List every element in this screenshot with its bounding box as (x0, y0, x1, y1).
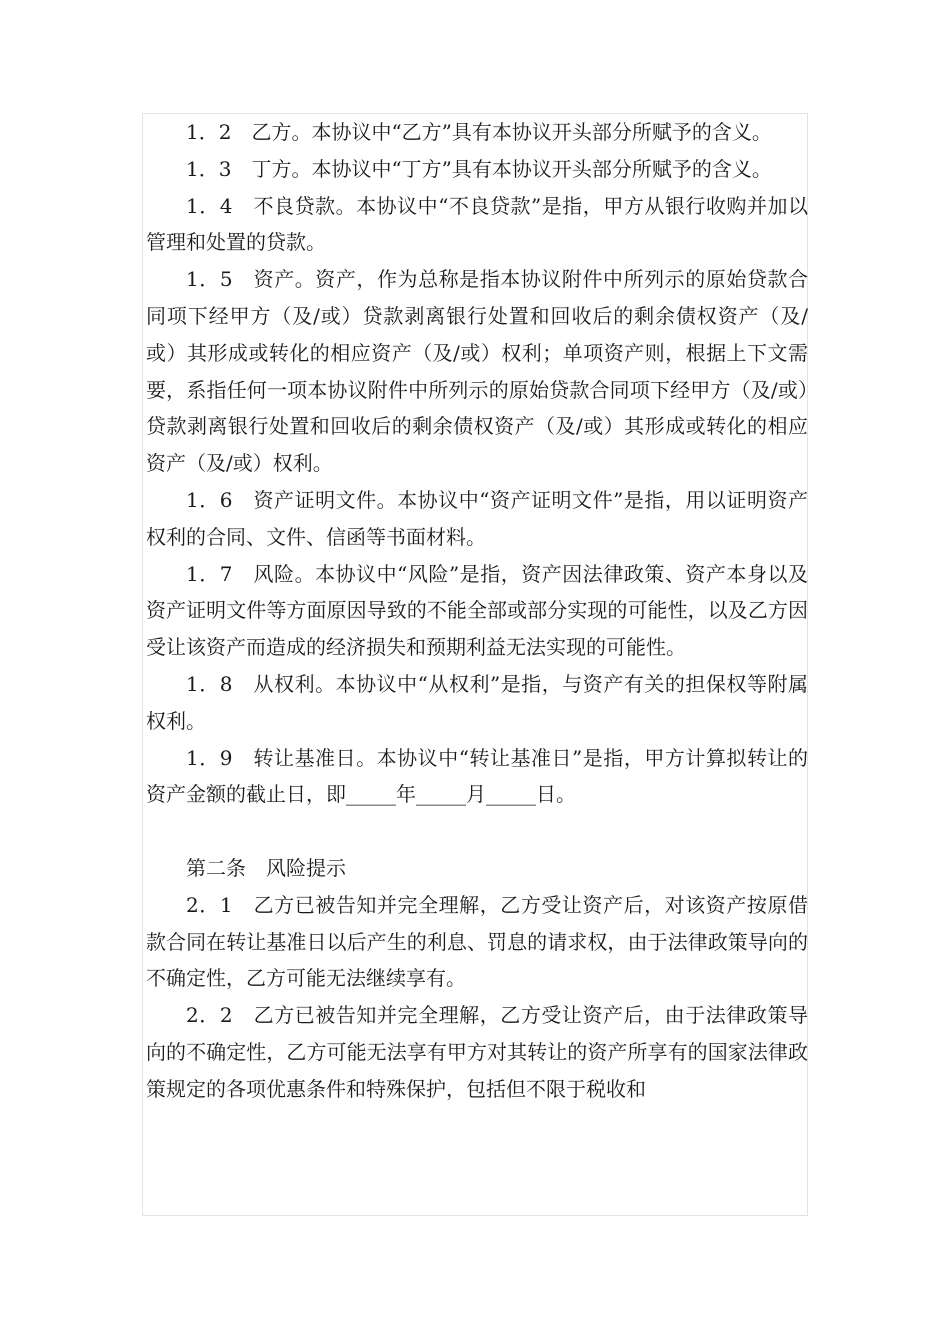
clause-1-8: 1．8 从权利。本协议中“从权利”是指，与资产有关的担保权等附属权利。 (146, 671, 808, 733)
clause-1-6: 1．6 资产证明文件。本协议中“资产证明文件”是指，用以证明资产权利的合同、文件、信函等书面材料。 (146, 487, 808, 549)
clause-1-7: 1．7 风险。本协议中“风险”是指，资产因法律政策、资产本身以及资产证明文件等方面原因导致的不能全部或部分实现的可能性，以及乙方因受让该资产而造成的经济损失和预期利益无法实现的可能性。 (146, 561, 808, 660)
clause-1-3: 1．3 丁方。本协议中“丁方”具有本协议开头部分所赋予的含义。 (186, 156, 772, 181)
clause-2-2: 2．2 乙方已被告知并完全理解，乙方受让资产后，由于法律政策导向的不确定性，乙方可能无法享有甲方对其转让的资产所享有的国家法律政策规定的各项优惠条件和特殊保护，包括但不限于税收和 (146, 1003, 808, 1101)
clause-1-9: 1．9 转让基准日。本协议中“转让基准日”是指，甲方计算拟转让的资产金额的截止日，即_____年_____月_____日。 (146, 745, 808, 807)
clause-1-5: 1．5 资产。资产，作为总称是指本协议附件中所列示的原始贷款合同项下经甲方（及/或）贷款剥离银行处置和回收后的剩余债权资产（及/或）其形成或转化的相应资产（及/或）权利；单项资产则，根据上下文需要，系指任何一项本协议附件中所列示的原始贷款合同项下经甲方（及/或）贷款剥离银行处置和回收后的剩余债权资产（及/或）其形成或转化的相应资产（及/或）权利。 (146, 267, 808, 476)
clause-2-1: 2．1 乙方已被告知并完全理解，乙方受让资产后，对该资产按原借款合同在转让基准日以后产生的利息、罚息的请求权，由于法律政策导向的不确定性，乙方可能无法继续享有。 (146, 892, 808, 991)
section-heading-article-2: 第二条 风险提示 (186, 855, 346, 880)
clause-1-2: 1．2 乙方。本协议中“乙方”具有本协议开头部分所赋予的含义。 (186, 120, 772, 144)
clause-1-4: 1．4 不良贷款。本协议中“不良贷款”是指，甲方从银行收购并加以管理和处置的贷款。 (146, 193, 808, 255)
document-body (146, 114, 808, 1108)
